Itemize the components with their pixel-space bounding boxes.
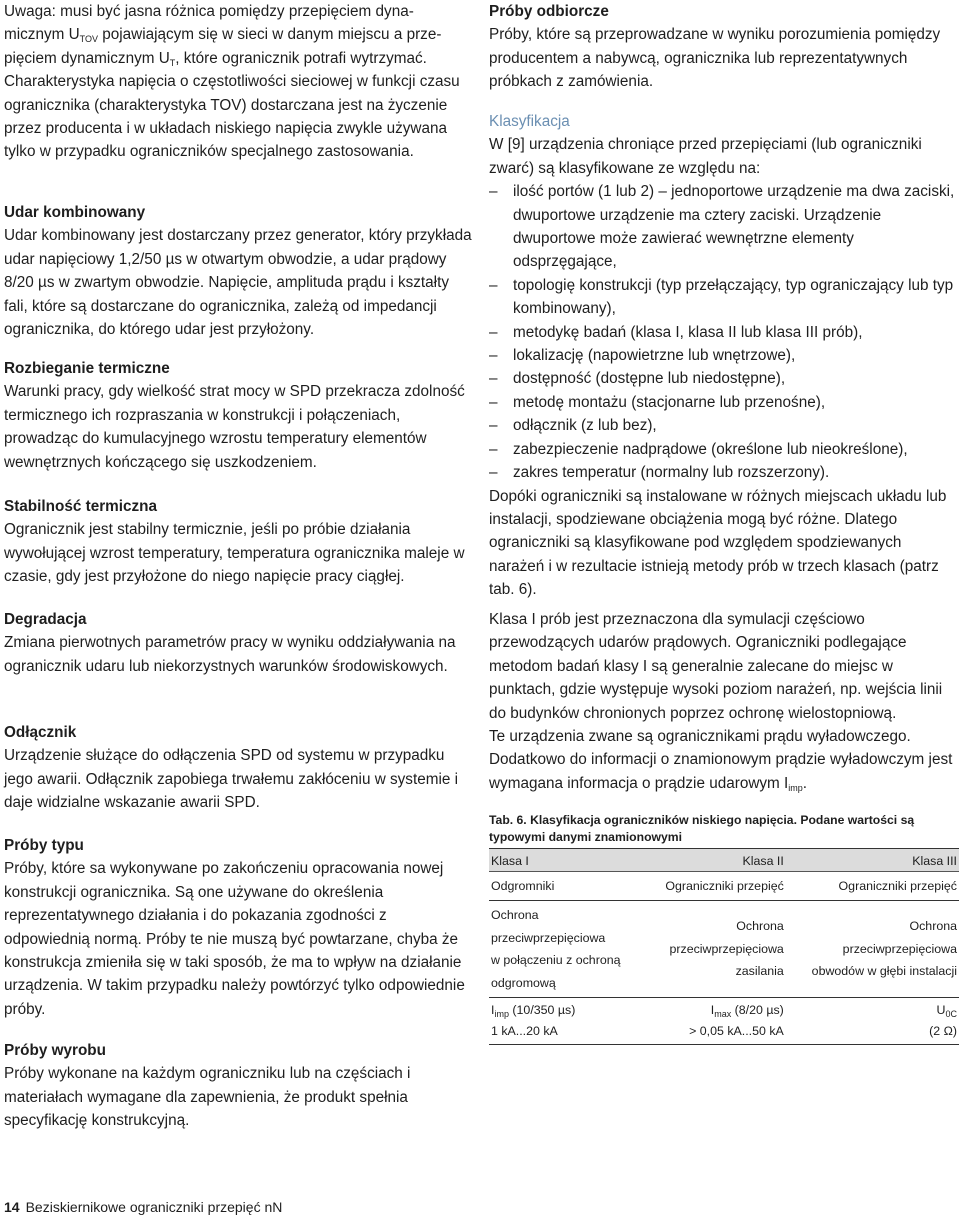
classification-table bbox=[489, 848, 959, 1045]
heading-klasyfikacja: Klasyfikacja bbox=[489, 113, 570, 130]
heading-proby-typu: Próby typu bbox=[4, 837, 84, 854]
body-klasa-i-line3: Dodatkowo do informacji o znamionowym prądzie wyładowczym jest wymagana informacja o prądzie udarowym $I_{imp}$. bbox=[489, 751, 953, 793]
heading-rozbieganie-termiczne: Rozbieganie termiczne bbox=[4, 360, 170, 377]
header-klasa-i: Klasa I bbox=[489, 849, 644, 872]
body-klasa-i-line2: Te urządzenia zwane są ogranicznikami prądu wyładowczego. bbox=[489, 728, 911, 746]
body-udar-kombinowany: Udar kombinowany jest dostarczany przez generator, który przykłada udar napięciowy 1,2/50 µs w otwartym obwodzie, a udar prądowy 8/20 µs w zwartym obwodzie. Napięcie, amplituda prądu i kształty fali, które są dostarczane do ogranicznika, zależą od impedancji ogranicznika, do którego udar jest przyłożony. bbox=[4, 227, 472, 339]
body-rozbieganie-termiczne: Warunki pracy, gdy wielkość strat mocy w SPD przekracza zdolność termicznego ich rozpraszania w konstrukcji i połączeniach, prowadząc do kumulacyjnego wzrostu temperatury elementów wewnętrznych kończącego się uszkodzeniem. bbox=[4, 383, 465, 471]
list-item: – metodę montażu (stacjonarne lub przenośne), bbox=[489, 393, 826, 411]
klasyfikacja-after: Dopóki ograniczniki są instalowane w różnych miejscach układu lub instalacji, spodziewane obciążenia mogą być różne. Dlatego ograniczniki są klasyfikowane pod względem spodziewanych narażeń i w rezultacie istnieją metody prób w trzech klasach (patrz tab. 6). bbox=[489, 487, 947, 599]
body-proby-wyrobu: Próby wykonane na każdym ograniczniku lub na częściach i materiałach wymagane dla zapewnienia, że produkt spełnia specyfikację konstrukcyjną. bbox=[4, 1065, 411, 1130]
section-stabilnosc-termiczna bbox=[4, 495, 474, 589]
section-klasyfikacja bbox=[489, 110, 959, 602]
page-footer bbox=[4, 1197, 282, 1217]
section-proby-typu bbox=[4, 834, 474, 1021]
section-odlacznik bbox=[4, 721, 474, 815]
body-degradacja: Zmiana pierwotnych parametrów pracy w wyniku oddziaływania na ogranicznik udaru lub niekorzystnych warunków środowiskowych. bbox=[4, 634, 456, 675]
list-item: – odłącznik (z lub bez), bbox=[489, 417, 657, 435]
section-udar-kombinowany bbox=[4, 201, 474, 341]
table-row: Odgromniki Ograniczniki przepięć Ograniczniki przepięć bbox=[489, 872, 959, 901]
list-item: – metodykę badań (klasa I, klasa II lub klasa III prób), bbox=[489, 323, 863, 341]
list-item: – topologię konstrukcji (typ przełączający, typ ograniczający lub typ kombinowany), bbox=[489, 276, 954, 318]
list-item: – zabezpieczenie nadprądowe (określone lub nieokreślone), bbox=[489, 440, 908, 458]
section-proby-wyrobu bbox=[4, 1039, 474, 1133]
list-item: – ilość portów (1 lub 2) – jednoportowe urządzenie ma dwa zaciski, dwuportowe urządzenie ma cztery zaciski. Urządzenie dwuportowe może zawierać wewnętrzne elementy odsprzęgające, bbox=[489, 183, 955, 271]
intro-line-1: Uwaga: musi być jasna różnica pomiędzy przepięciem dyna- bbox=[4, 3, 414, 20]
body-proby-typu: Próby, które sa wykonywane po zakończeniu opracowania nowej konstrukcji ogranicznika. Są one używane do określenia reprezentatywnego działania i do pokazania zgodności z odpowiednią normą. Próby te nie muszą być powtarzane, chyba że konstrukcja zmieniła się w taki sposób, że ma to wpływ na działanie urządzenia. W takim przypadku należy powtórzyć tylko odpowiednie próby. bbox=[4, 860, 465, 1018]
section-degradacja bbox=[4, 608, 474, 678]
page-number: 14 bbox=[4, 1199, 20, 1215]
table-row: $I_{imp}$ (10/350 µs) 1 kA...20 kA $I_{max}$ (8/20 µs) > 0,05 kA...50 kA $U_{0C}$ (2 Ω) bbox=[489, 998, 959, 1045]
heading-udar-kombinowany: Udar kombinowany bbox=[4, 204, 146, 221]
heading-stabilnosc-termiczna: Stabilność termiczna bbox=[4, 498, 158, 515]
list-item: – dostępność (dostępne lub niedostępne), bbox=[489, 370, 786, 388]
footer-title: Beziskiernikowe ograniczniki przepięć nN bbox=[25, 1199, 283, 1215]
section-proby-odbiorcze bbox=[489, 0, 959, 94]
body-klasa-i: Klasa I prób jest przeznaczona dla symulacji częściowo przewodzących udarów prądowych. Ograniczniki podlegające metodom badań klasy I są generalnie zalecane do miejsc w punktach, gdzie występuje wysoki poziom narażeń, np. wejścia linii do budynków chronionych poprzez ochronę wielostopniową. bbox=[489, 611, 943, 722]
table-caption: Tab. 6. Klasyfikacja ograniczników niskiego napięcia. Podane wartości są typowymi danymi znamionowymi bbox=[489, 813, 915, 844]
heading-proby-odbiorcze: Próby odbiorcze bbox=[489, 3, 609, 20]
body-odlacznik: Urządzenie służące do odłączenia SPD od systemu w przypadku jego awarii. Odłącznik zapobiega trwałemu zakłóceniu w systemie i daje widzialne wskazanie awarii SPD. bbox=[4, 747, 459, 812]
section-klasa-i bbox=[489, 608, 959, 795]
body-stabilnosc-termiczna: Ogranicznik jest stabilny termicznie, jeśli po próbie działania wywołującej wzrost temperatury, temperatura ogranicznika maleje w czasie, gdy jest przyłożone do niego napięcie pracy ciągłej. bbox=[4, 521, 465, 586]
table-row: Ochrona przeciwprzepięciowa w połączeniu z ochroną odgromową Ochrona przeciwprzepięciowa zasilania Ochrona przeciwprzepięciowa obwodów w głębi instalacji bbox=[489, 901, 959, 998]
body-proby-odbiorcze: Próby, które są przeprowadzane w wyniku porozumienia pomiędzy producentem a nabywcą, ogranicznika lub reprezentatywnych próbkach z zamówienia. bbox=[489, 26, 941, 91]
klasyfikacja-intro: W [9] urządzenia chroniące przed przepięciami (lub ograniczniki zwarć) są klasyfikowane ze względu na: bbox=[489, 136, 922, 177]
list-item: – zakres temperatur (normalny lub rozszerzony). bbox=[489, 464, 830, 482]
heading-degradacja: Degradacja bbox=[4, 611, 87, 628]
header-klasa-ii: Klasa II bbox=[644, 849, 786, 872]
list-item: – lokalizację (napowietrzne lub wnętrzowe), bbox=[489, 347, 796, 365]
heading-proby-wyrobu: Próby wyrobu bbox=[4, 1042, 106, 1059]
heading-odlacznik: Odłącznik bbox=[4, 724, 77, 741]
header-klasa-iii: Klasa III bbox=[786, 849, 959, 872]
klasyfikacja-list bbox=[489, 180, 959, 484]
intro-section: Uwaga: musi być jasna różnica pomiędzy przepięciem dyna- micznym $U_{TOV}$ pojawiającym się w sieci w danym miejscu a prze- pięciem dynamicznym $U_T$, które ogranicznik potrafi wytrzymać. Charakterystyka napięcia o częstotliwości sieciowej w funkcji czasu ogranicznika (charakterystyka TOV) dostarczana jest na życzenie przez producenta i w układach niskiego napięcia zwykle używana tylko w przypadku ograniczników specjalnego zastosowania. bbox=[4, 3, 460, 161]
intro-tov-text: Charakterystyka napięcia o częstotliwości sieciowej w funkcji czasu ogranicznika (charakterystyka TOV) dostarczana jest na życzenie przez producenta i w układach niskiego napięcia zwykle używana tylko w przypadku ograniczników specjalnego zastosowania. bbox=[4, 73, 460, 161]
section-rozbieganie-termiczne bbox=[4, 357, 474, 474]
table-header-row bbox=[489, 849, 959, 872]
